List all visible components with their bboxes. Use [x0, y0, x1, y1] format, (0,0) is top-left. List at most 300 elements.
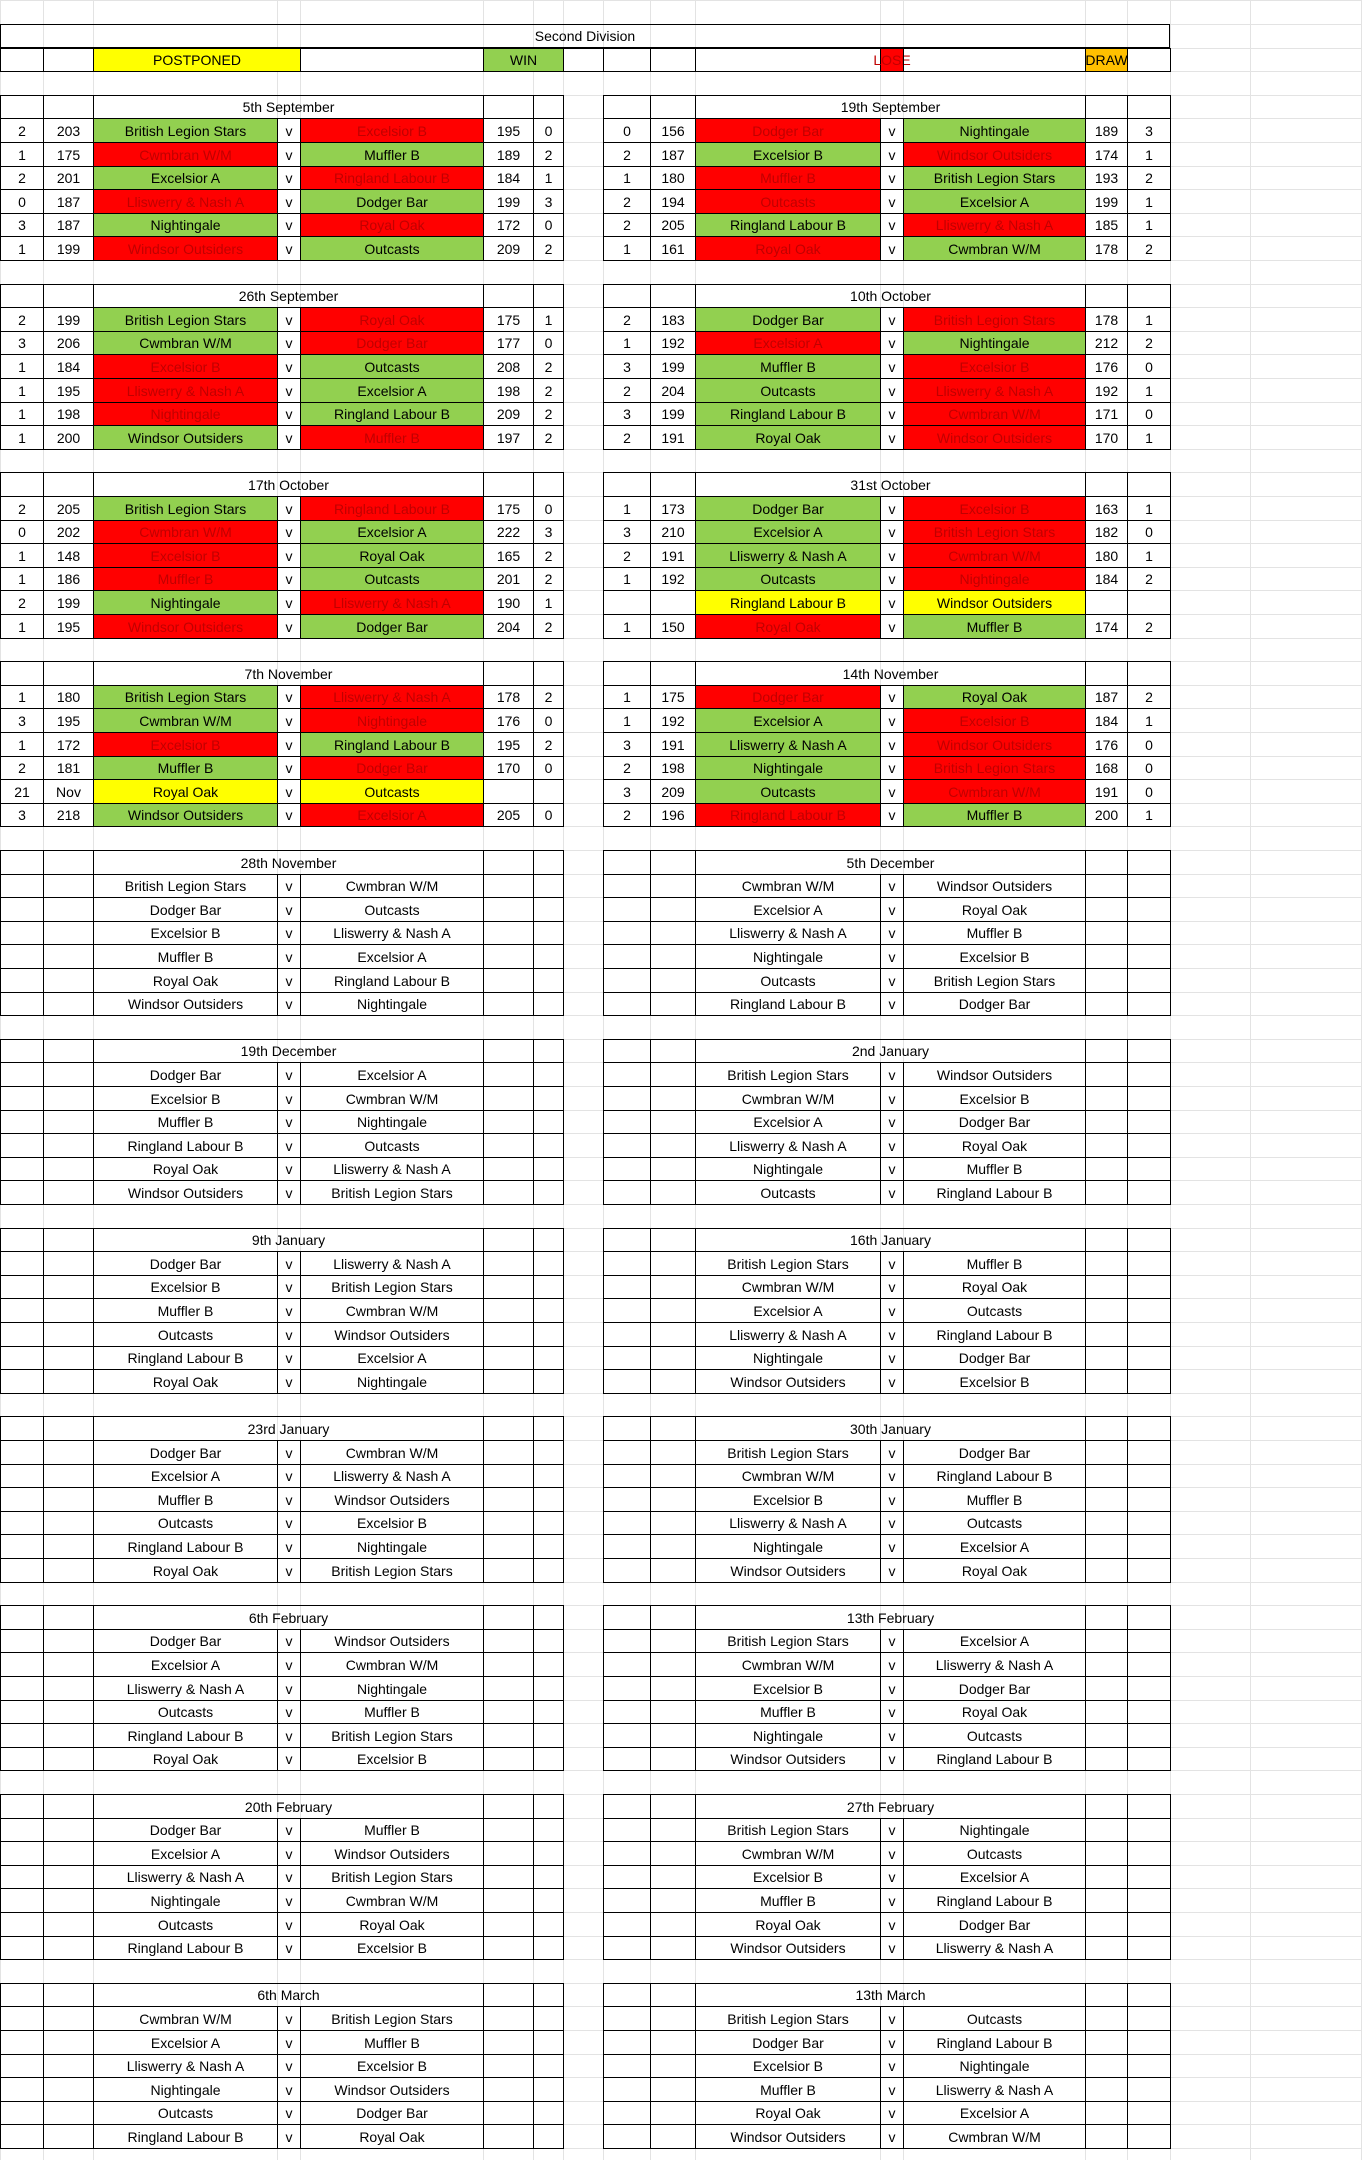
home-team-cell: Excelsior A [695, 897, 881, 922]
home-points-cell [0, 921, 44, 945]
away-team-cell: Ringland Labour B [300, 402, 484, 426]
away-team-cell: Lliswerry & Nash A [300, 1464, 484, 1488]
away-team-cell: Royal Oak [903, 1275, 1086, 1299]
home-score-cell [43, 1652, 94, 1677]
versus-cell: v [880, 118, 904, 143]
home-score-cell [650, 1275, 696, 1299]
away-team-cell: Cwmbran W/M [300, 1440, 484, 1465]
away-points-cell [1127, 944, 1171, 969]
away-team-cell: Lliswerry & Nash A [300, 1157, 484, 1181]
versus-cell: v [277, 307, 301, 332]
home-score-cell: 200 [43, 425, 94, 450]
home-team-cell: Excelsior A [93, 1652, 278, 1677]
home-score-cell [650, 1558, 696, 1583]
home-team-cell: Lliswerry & Nash A [695, 1133, 881, 1158]
away-score-cell [1085, 968, 1128, 993]
home-team-cell: British Legion Stars [695, 1062, 881, 1087]
away-points-cell [1127, 1511, 1171, 1535]
away-team-cell: British Legion Stars [300, 1558, 484, 1583]
versus-cell: v [880, 1110, 904, 1134]
away-score-cell [483, 1534, 534, 1559]
away-points-cell: 1 [1127, 425, 1171, 450]
home-points-cell [603, 1275, 651, 1299]
home-team-cell: Dodger Bar [695, 685, 881, 709]
away-team-cell: British Legion Stars [300, 2006, 484, 2031]
home-team-cell: Cwmbran W/M [695, 1275, 881, 1299]
home-score-cell: 203 [43, 118, 94, 143]
away-points-cell [1127, 1440, 1171, 1465]
away-points-cell [1127, 1298, 1171, 1323]
home-team-cell: Dodger Bar [93, 1440, 278, 1465]
away-score-cell [1085, 1464, 1128, 1488]
versus-cell: v [277, 1841, 301, 1866]
away-points-cell [533, 1936, 564, 1960]
versus-cell: v [880, 2030, 904, 2055]
home-score-cell: 161 [650, 236, 696, 261]
home-team-cell: Lliswerry & Nash A [93, 2054, 278, 2078]
home-points-cell: 2 [603, 213, 651, 237]
away-points-cell [1127, 1464, 1171, 1488]
versus-cell: v [880, 921, 904, 945]
home-score-cell: 156 [650, 118, 696, 143]
away-points-cell [1127, 1936, 1171, 1960]
date-header-blank [43, 661, 94, 686]
home-team-cell: Royal Oak [695, 425, 881, 450]
home-points-cell [0, 1110, 44, 1134]
home-points-cell [0, 2101, 44, 2125]
home-team-cell: Dodger Bar [93, 1251, 278, 1276]
away-team-cell: Windsor Outsiders [903, 142, 1086, 167]
away-score-cell [1085, 921, 1128, 945]
versus-cell: v [880, 1534, 904, 1559]
date-header-blank [43, 1794, 94, 1819]
away-team-cell: Excelsior A [300, 944, 484, 969]
date-header-blank [1127, 1983, 1171, 2007]
away-team-cell: Muffler B [903, 1487, 1086, 1512]
home-score-cell [43, 1723, 94, 1748]
away-score-cell [1085, 1558, 1128, 1583]
away-team-cell: Nightingale [300, 992, 484, 1016]
home-points-cell [0, 1062, 44, 1087]
away-score-cell [483, 1888, 534, 1913]
date-header-blank [603, 850, 651, 875]
away-points-cell: 1 [1127, 142, 1171, 167]
versus-cell: v [880, 1346, 904, 1370]
versus-cell: v [880, 614, 904, 639]
away-points-cell [533, 1251, 564, 1276]
away-score-cell [483, 1251, 534, 1276]
home-points-cell [0, 1133, 44, 1158]
legend-postponed: POSTPONED [93, 48, 301, 72]
away-team-cell: Outcasts [300, 779, 484, 804]
away-score-cell: 189 [483, 142, 534, 167]
away-points-cell [1127, 1369, 1171, 1394]
home-score-cell [650, 2030, 696, 2055]
versus-cell: v [880, 779, 904, 804]
versus-cell: v [880, 496, 904, 521]
date-header-blank [43, 284, 94, 308]
away-points-cell [533, 2006, 564, 2031]
away-team-cell: Lliswerry & Nash A [300, 1251, 484, 1276]
away-points-cell [1127, 1888, 1171, 1913]
away-team-cell: Excelsior A [903, 189, 1086, 214]
away-points-cell [533, 1369, 564, 1394]
versus-cell: v [880, 1629, 904, 1653]
away-points-cell [533, 1157, 564, 1181]
away-points-cell [533, 1062, 564, 1087]
home-points-cell: 1 [0, 732, 44, 757]
fixture-date-header: 2nd January [695, 1039, 1086, 1063]
home-points-cell: 1 [603, 614, 651, 639]
away-score-cell [1085, 1865, 1128, 1889]
home-points-cell: 1 [603, 685, 651, 709]
away-points-cell [533, 897, 564, 922]
home-score-cell [43, 944, 94, 969]
home-points-cell: 3 [603, 402, 651, 426]
date-header-blank [0, 1794, 44, 1819]
home-team-cell: Muffler B [93, 1487, 278, 1512]
date-header-blank [533, 284, 564, 308]
home-team-cell: Ringland Labour B [695, 213, 881, 237]
away-team-cell: Windsor Outsiders [300, 1629, 484, 1653]
date-header-blank [483, 661, 534, 686]
legend-win: WIN [483, 48, 564, 72]
home-score-cell [43, 2077, 94, 2102]
home-team-cell: Muffler B [93, 756, 278, 780]
away-team-cell: Nightingale [903, 2054, 1086, 2078]
home-points-cell [603, 1346, 651, 1370]
away-team-cell: British Legion Stars [903, 520, 1086, 544]
home-points-cell [603, 1440, 651, 1465]
away-team-cell: British Legion Stars [300, 1275, 484, 1299]
home-points-cell [0, 1322, 44, 1347]
date-header-blank [43, 1039, 94, 1063]
date-header-blank [0, 284, 44, 308]
home-points-cell: 3 [603, 779, 651, 804]
home-team-cell: Windsor Outsiders [93, 803, 278, 827]
away-score-cell: 201 [483, 567, 534, 591]
away-team-cell: British Legion Stars [903, 166, 1086, 190]
home-score-cell [43, 1841, 94, 1866]
home-team-cell: Royal Oak [695, 236, 881, 261]
home-points-cell [603, 2006, 651, 2031]
home-score-cell [43, 1888, 94, 1913]
away-score-cell: 187 [1085, 685, 1128, 709]
away-score-cell: 193 [1085, 166, 1128, 190]
away-team-cell: Excelsior A [903, 1865, 1086, 1889]
away-score-cell: 170 [483, 756, 534, 780]
home-score-cell: 205 [650, 213, 696, 237]
home-score-cell [650, 1440, 696, 1465]
away-score-cell [1085, 897, 1128, 922]
home-score-cell [650, 2124, 696, 2149]
home-team-cell: Excelsior B [695, 1676, 881, 1701]
home-team-cell: Nightingale [93, 1888, 278, 1913]
date-header-blank [1085, 1983, 1128, 2007]
home-team-cell: Muffler B [695, 354, 881, 379]
home-points-cell [0, 2030, 44, 2055]
home-points-cell [0, 1464, 44, 1488]
home-team-cell: Royal Oak [93, 1747, 278, 1771]
home-points-cell: 1 [603, 708, 651, 733]
date-header-blank [483, 95, 534, 119]
home-score-cell: 209 [650, 779, 696, 804]
versus-cell: v [880, 1747, 904, 1771]
date-header-blank [1085, 284, 1128, 308]
away-points-cell: 0 [1127, 520, 1171, 544]
home-team-cell: British Legion Stars [695, 1818, 881, 1842]
away-points-cell [1127, 2006, 1171, 2031]
away-score-cell [483, 1369, 534, 1394]
home-points-cell [603, 1747, 651, 1771]
versus-cell: v [277, 590, 301, 615]
home-team-cell: Cwmbran W/M [93, 708, 278, 733]
home-score-cell [43, 2124, 94, 2149]
versus-cell: v [880, 567, 904, 591]
home-points-cell [0, 1676, 44, 1701]
away-score-cell: 180 [1085, 543, 1128, 568]
away-score-cell [483, 2101, 534, 2125]
home-score-cell [650, 1723, 696, 1748]
home-team-cell: Excelsior A [695, 1110, 881, 1134]
home-score-cell [43, 1110, 94, 1134]
versus-cell: v [277, 189, 301, 214]
away-team-cell: Ringland Labour B [300, 166, 484, 190]
date-header-blank [533, 1605, 564, 1630]
away-team-cell: Excelsior B [300, 1747, 484, 1771]
date-header-blank [533, 1228, 564, 1252]
away-team-cell: Excelsior B [300, 1511, 484, 1535]
versus-cell: v [277, 992, 301, 1016]
home-score-cell [650, 1322, 696, 1347]
home-points-cell [0, 1700, 44, 1724]
away-points-cell [1127, 2124, 1171, 2149]
away-points-cell [1127, 1723, 1171, 1748]
home-team-cell: Windsor Outsiders [695, 1936, 881, 1960]
home-points-cell [0, 1487, 44, 1512]
away-score-cell: 175 [483, 307, 534, 332]
home-team-cell: Excelsior B [695, 142, 881, 167]
away-points-cell [533, 1534, 564, 1559]
home-team-cell: Dodger Bar [93, 1818, 278, 1842]
home-score-cell: 192 [650, 708, 696, 733]
away-team-cell: Muffler B [300, 1818, 484, 1842]
away-score-cell [1085, 944, 1128, 969]
away-team-cell: Cwmbran W/M [300, 1888, 484, 1913]
versus-cell: v [277, 118, 301, 143]
away-team-cell: Outcasts [903, 1298, 1086, 1323]
away-score-cell [483, 1062, 534, 1087]
away-score-cell [1085, 2077, 1128, 2102]
away-points-cell: 0 [533, 331, 564, 355]
home-points-cell [603, 1511, 651, 1535]
away-team-cell: Windsor Outsiders [300, 1487, 484, 1512]
home-team-cell: Nightingale [695, 944, 881, 969]
away-points-cell [1127, 1180, 1171, 1205]
away-score-cell: 184 [483, 166, 534, 190]
home-team-cell: Dodger Bar [93, 897, 278, 922]
away-score-cell [483, 1346, 534, 1370]
home-points-cell: 2 [603, 307, 651, 332]
versus-cell: v [880, 2101, 904, 2125]
versus-cell: v [277, 1110, 301, 1134]
date-header-blank [603, 661, 651, 686]
home-team-cell: Outcasts [695, 567, 881, 591]
home-team-cell: British Legion Stars [93, 307, 278, 332]
away-team-cell: Royal Oak [300, 543, 484, 568]
versus-cell: v [880, 874, 904, 898]
home-points-cell [603, 1110, 651, 1134]
away-team-cell: Windsor Outsiders [300, 1841, 484, 1866]
home-score-cell [43, 2054, 94, 2078]
home-team-cell: Excelsior A [93, 1464, 278, 1488]
versus-cell: v [880, 189, 904, 214]
away-team-cell: British Legion Stars [300, 1723, 484, 1748]
away-points-cell [533, 1346, 564, 1370]
home-points-cell [603, 2054, 651, 2078]
away-score-cell [483, 1322, 534, 1347]
home-score-cell: 172 [43, 732, 94, 757]
away-points-cell [1127, 1346, 1171, 1370]
home-score-cell [650, 1629, 696, 1653]
home-team-cell: Windsor Outsiders [695, 1747, 881, 1771]
date-header-blank [533, 472, 564, 497]
away-points-cell: 1 [533, 166, 564, 190]
away-score-cell [1085, 1747, 1128, 1771]
versus-cell: v [277, 1369, 301, 1394]
home-team-cell: Royal Oak [695, 614, 881, 639]
away-points-cell [1127, 1275, 1171, 1299]
home-score-cell [43, 1346, 94, 1370]
away-points-cell: 1 [1127, 378, 1171, 403]
away-points-cell [533, 2124, 564, 2149]
date-header-blank [650, 1983, 696, 2007]
away-score-cell [1085, 590, 1128, 615]
home-score-cell [650, 1818, 696, 1842]
home-points-cell [0, 1157, 44, 1181]
away-team-cell: Cwmbran W/M [300, 1652, 484, 1677]
home-team-cell: Muffler B [695, 166, 881, 190]
date-header-blank [603, 472, 651, 497]
away-team-cell: Excelsior A [903, 2101, 1086, 2125]
home-points-cell [603, 2030, 651, 2055]
home-team-cell: Lliswerry & Nash A [93, 189, 278, 214]
home-points-cell [0, 992, 44, 1016]
versus-cell: v [880, 378, 904, 403]
versus-cell: v [277, 1062, 301, 1087]
away-points-cell: 2 [533, 732, 564, 757]
versus-cell: v [277, 685, 301, 709]
away-team-cell: Excelsior A [300, 1346, 484, 1370]
versus-cell: v [277, 1440, 301, 1465]
versus-cell: v [880, 1251, 904, 1276]
home-team-cell: Cwmbran W/M [93, 142, 278, 167]
away-team-cell: Lliswerry & Nash A [903, 2077, 1086, 2102]
home-score-cell [650, 1298, 696, 1323]
home-score-cell [43, 1180, 94, 1205]
home-score-cell [43, 1157, 94, 1181]
home-team-cell: British Legion Stars [93, 496, 278, 521]
home-team-cell: Royal Oak [695, 2101, 881, 2125]
home-points-cell: 1 [0, 425, 44, 450]
home-points-cell: 1 [0, 354, 44, 379]
away-score-cell [1085, 1700, 1128, 1724]
home-score-cell [650, 1676, 696, 1701]
home-points-cell: 1 [0, 567, 44, 591]
home-points-cell: 1 [0, 685, 44, 709]
legend-blank [650, 48, 696, 72]
away-points-cell [1127, 1110, 1171, 1134]
away-score-cell [483, 2124, 534, 2149]
home-score-cell [650, 1700, 696, 1724]
away-points-cell [533, 1700, 564, 1724]
home-score-cell [43, 1322, 94, 1347]
away-team-cell: Cwmbran W/M [300, 1298, 484, 1323]
home-score-cell [650, 1180, 696, 1205]
away-score-cell: 197 [483, 425, 534, 450]
date-header-blank [650, 284, 696, 308]
home-team-cell: Dodger Bar [695, 2030, 881, 2055]
home-points-cell: 0 [0, 189, 44, 214]
home-points-cell [0, 1558, 44, 1583]
away-score-cell [1085, 2006, 1128, 2031]
home-team-cell: Lliswerry & Nash A [695, 1322, 881, 1347]
home-score-cell [43, 1912, 94, 1937]
home-score-cell [650, 1062, 696, 1087]
away-score-cell [1085, 1369, 1128, 1394]
home-team-cell: Cwmbran W/M [695, 1841, 881, 1866]
versus-cell: v [880, 1841, 904, 1866]
versus-cell: v [277, 236, 301, 261]
home-team-cell: Windsor Outsiders [93, 1180, 278, 1205]
home-team-cell: Muffler B [93, 1298, 278, 1323]
away-points-cell: 1 [533, 307, 564, 332]
away-score-cell [483, 992, 534, 1016]
home-points-cell: 3 [0, 331, 44, 355]
versus-cell: v [880, 1369, 904, 1394]
home-points-cell [0, 1251, 44, 1276]
date-header-blank [43, 850, 94, 875]
away-team-cell: Ringland Labour B [903, 1464, 1086, 1488]
date-header-blank [1085, 1794, 1128, 1819]
away-points-cell [533, 1440, 564, 1465]
away-team-cell: Excelsior B [300, 118, 484, 143]
away-team-cell: Cwmbran W/M [300, 1086, 484, 1111]
away-score-cell [483, 1912, 534, 1937]
date-header-blank [1127, 1039, 1171, 1063]
home-points-cell [603, 1888, 651, 1913]
fixture-date-header: 13th February [695, 1605, 1086, 1630]
home-points-cell [0, 1440, 44, 1465]
away-points-cell [1127, 1747, 1171, 1771]
fixture-date-header: 20th February [93, 1794, 484, 1819]
fixture-date-header: 23rd January [93, 1416, 484, 1441]
date-header-blank [1085, 472, 1128, 497]
versus-cell: v [277, 968, 301, 993]
date-header-blank [603, 1605, 651, 1630]
home-team-cell: Windsor Outsiders [695, 1369, 881, 1394]
away-score-cell: 165 [483, 543, 534, 568]
away-score-cell: 178 [483, 685, 534, 709]
away-score-cell [1085, 874, 1128, 898]
home-score-cell: 186 [43, 567, 94, 591]
home-team-cell: Excelsior B [695, 1487, 881, 1512]
away-team-cell: Muffler B [300, 1700, 484, 1724]
versus-cell: v [277, 1133, 301, 1158]
home-points-cell: 2 [0, 496, 44, 521]
home-score-cell [43, 1534, 94, 1559]
away-team-cell: Muffler B [903, 614, 1086, 639]
